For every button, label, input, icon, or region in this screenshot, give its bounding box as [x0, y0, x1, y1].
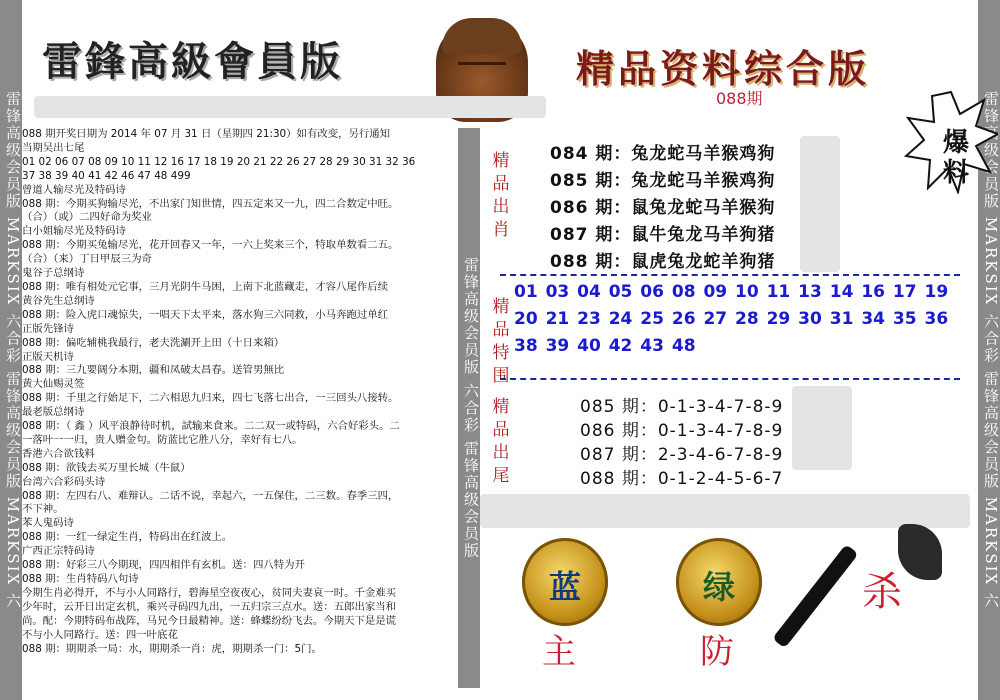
elite-zodiac-label: 精品出肖 — [492, 151, 510, 240]
zodiac-animals: 鼠虎兔龙蛇羊狗猪 — [631, 252, 776, 272]
text-line: 正版先锋诗 — [22, 322, 74, 335]
divider — [500, 378, 960, 380]
brand-title: 雷鋒高級會員版 — [42, 38, 343, 85]
zodiac-period: 085 期： — [550, 171, 632, 191]
middle-side-strip: 雷锋高级会员版 六合彩 雷锋高级会员版 — [458, 128, 480, 688]
text-line: 苯人鬼码诗 — [22, 517, 74, 530]
tail-period: 088 期： — [580, 469, 658, 489]
left-side-strip: 雷锋高级会员版 MARKSIX 六合彩 雷锋高级会员版 MARKSIX 六 — [0, 0, 22, 700]
tail-period: 086 期： — [580, 421, 658, 441]
text-line: 香港六合欲钱料 — [22, 447, 95, 460]
text-line: 一落叶一一归，贵人赠金句。防蓝比它胜八分，幸好有七八。 — [22, 433, 303, 446]
zodiac-period: 088 期： — [550, 252, 632, 272]
tail-row — [580, 440, 783, 465]
blurred-block — [792, 386, 852, 470]
text-line: 088 期：千里之行始足下，二六相思九归来，四七飞落七出合，一三回头八接转。 — [22, 392, 399, 405]
axe-handle — [772, 544, 858, 648]
sub-title: 精品资料综合版 — [576, 46, 871, 91]
tail-digits: 2-3-4-6-7-8-9 — [657, 445, 784, 465]
text-line: 不下神。 — [22, 503, 64, 516]
text-line: 088 期：生肖特码八句诗 — [22, 573, 139, 585]
zodiac-animals: 兔龙蛇马羊猴鸡狗 — [631, 171, 776, 191]
elite-range-label: 精品特围 — [492, 297, 510, 386]
tail-digits: 0-1-3-4-7-8-9 — [657, 421, 784, 441]
issue-number: 088期 — [716, 89, 763, 108]
text-line: 088 期：期期杀一局：水，期期杀一肖：虎，期期杀一门：5门。 — [22, 642, 322, 655]
tail-period: 085 期： — [580, 397, 658, 417]
tail-digits: 0-1-2-4-5-6-7 — [657, 469, 784, 489]
text-line: 088 期：今期买兔输尽光，花开回春又一年，一六上奖来三个，特取单数看二五。 — [22, 239, 399, 252]
text-line: 088 期：一红一绿定生肖，特码出在红波上。 — [22, 531, 233, 544]
text-line: 最老版总纲诗 — [22, 406, 85, 419]
left-text-column — [22, 128, 456, 688]
zodiac-row — [550, 166, 775, 191]
main-label: 主 — [542, 632, 576, 672]
text-line: 088 期：险入虎口魂惊失，一唱天下太平来，落水狗三六同救，小马奔跑过单红 — [22, 308, 389, 321]
tail-digits: 0-1-3-4-7-8-9 — [657, 397, 784, 417]
tail-row — [580, 392, 783, 417]
tail-row — [580, 416, 783, 441]
right-side-strip: 雷锋高级会员版 MARKSIX 六合彩 雷锋高级会员版 MARKSIX 六 — [978, 0, 1000, 700]
text-line: （合）（或）二四好命为奖业 — [22, 211, 152, 224]
text-line: 黄大仙赐灵签 — [22, 378, 85, 391]
text-line: 少年时，云开日出定玄机，乘兴寻码四九出，一五归宗三点水。送：五郎出家当和 — [22, 600, 397, 613]
kill-label: 杀 — [862, 569, 902, 615]
text-line: 37 38 39 40 41 42 46 47 48 499 — [22, 169, 191, 182]
text-line: 尚。配：今期特码布战阵，马兄今日最精神。送：蜂蝶纷纷飞去。今期天下是是谎 — [22, 614, 397, 627]
guard-label: 防 — [700, 632, 734, 672]
text-line: 今期生肖必得开，不与小人同路行，碧海星空夜夜心，贫同夫妻哀一时。千金难买 — [22, 586, 397, 599]
divider — [500, 274, 960, 276]
zodiac-animals: 鼠牛兔龙马羊狗猪 — [631, 225, 776, 245]
text-line: 088 期：唯有相处元它事，三月光阴牛马困，上南下北蓝藏走，才容八尾作后续 — [22, 280, 389, 293]
zodiac-row — [550, 220, 775, 245]
zodiac-period: 087 期： — [550, 225, 632, 245]
text-line: 台湾六合彩码头诗 — [22, 475, 106, 488]
burst-label: 爆料 — [942, 128, 969, 188]
elite-range-numbers: 01 03 04 05 06 08 09 10 11 13 14 16 17 19 20 21 23 24 25 26 27 28 29 30 31 34 35 36 38 39 40 42 43 48 — [514, 282, 949, 356]
blurred-block — [800, 136, 840, 272]
text-line: 正版天机诗 — [22, 350, 74, 363]
elite-tail-label: 精品出尾 — [492, 397, 510, 486]
zodiac-animals: 兔龙蛇马羊猴鸡狗 — [631, 144, 776, 164]
text-line: 088 期：偏吃辅桃我最行，老夫洗涮开上田（十日来箱） — [22, 336, 285, 349]
zodiac-row — [550, 193, 775, 218]
zodiac-row — [550, 247, 775, 272]
zodiac-period: 084 期： — [550, 144, 632, 164]
tail-period: 087 期： — [580, 445, 658, 465]
tail-row — [580, 464, 783, 489]
text-line: 不与小人同路行。送：四一叶底花 — [22, 628, 178, 641]
text-line: 088 期：三九要阔分本期，疆和凤破太昌春。送管男無比 — [22, 364, 285, 377]
text-line: （合）（来）丁日甲辰三为奇 — [22, 253, 152, 266]
text-line: 广西正宗特码诗 — [22, 545, 95, 558]
axe-icon — [898, 524, 942, 580]
text-line: 088 期开奖日期为 2014 年 07 月 31 日（星期四 21:30）如有改变，另行通知 — [22, 128, 391, 140]
text-line: 当期吴出七尾 — [22, 141, 85, 154]
text-line: 088 期：今期买狗输尽光，不出家门知世情，四五定来又一九，四二合数定中旺。 — [22, 197, 399, 210]
text-line: 088 期：好彩三八今期现，四四相伴有玄机。送：四八特为开 — [22, 559, 305, 572]
blurred-banner — [480, 494, 970, 528]
zodiac-period: 086 期： — [550, 198, 632, 218]
blue-coin-icon: 蓝 — [522, 538, 608, 626]
text-line: 黄谷先生总纲诗 — [22, 294, 95, 307]
blurred-banner — [34, 96, 546, 118]
text-line: 鬼谷子总纲诗 — [22, 267, 85, 280]
green-coin-icon: 绿 — [676, 538, 762, 626]
text-line: 088 期：左四右八、难辩认。二话不说，幸起六，一五保住，二三数。春季三四， — [22, 489, 399, 502]
text-line: 088 期：欲钱去买万里长城（牛鼠） — [22, 461, 191, 474]
text-line: 曾道人输尽光及特码诗 — [22, 183, 126, 196]
text-line: 088 期：（ 鑫 ）风平浪静待时机，試输来食来。二二双一或特码，六合好彩头。二 — [22, 420, 400, 433]
zodiac-animals: 鼠兔龙蛇马羊猴狗 — [631, 198, 776, 218]
text-line: 01 02 06 07 08 09 10 11 12 16 17 18 19 20 21 22 26 27 28 29 30 31 32 36 — [22, 155, 416, 168]
text-line: 白小姐输尽光及特码诗 — [22, 225, 126, 238]
zodiac-row — [550, 139, 775, 164]
